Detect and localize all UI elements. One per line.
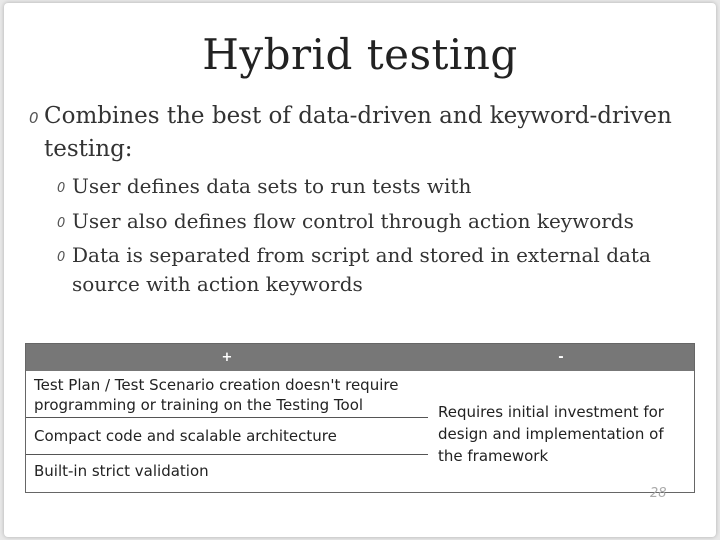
pros-cons-table — [25, 343, 695, 493]
sub-bullet — [57, 241, 692, 299]
page-number: 28 — [650, 486, 667, 501]
main-bullet-text: Combines the best of data-driven and keyword-driven testing: — [44, 103, 672, 162]
pros-cell: Built-in strict validation — [34, 462, 209, 480]
bullet-marker: 0 — [57, 250, 66, 265]
pros-column — [26, 371, 429, 493]
bullet-marker: 0 — [57, 216, 66, 231]
sub-bullet — [57, 207, 692, 236]
main-bullet — [29, 100, 704, 166]
pros-cell: Compact code and scalable architecture — [26, 418, 428, 455]
sub-bullet-text: User defines data sets to run tests with — [72, 174, 472, 198]
pros-header: + — [26, 344, 429, 372]
cons-cell: Requires initial investment for design and implementation of the framework — [438, 403, 664, 465]
cons-header: - — [428, 344, 695, 372]
slide-title: Hybrid testing — [202, 30, 518, 79]
bullet-marker: 0 — [57, 181, 66, 196]
bullet-marker: 0 — [29, 109, 39, 127]
sub-bullet-text: Data is separated from script and stored in external data source with action keywords — [72, 243, 651, 296]
cons-column — [428, 371, 695, 493]
sub-bullet-text: User also defines flow control through action keywords — [72, 209, 634, 233]
sub-bullet — [57, 172, 692, 201]
pros-cell: Test Plan / Test Scenario creation doesn't require programming or training on the Testing Tool — [26, 371, 428, 418]
